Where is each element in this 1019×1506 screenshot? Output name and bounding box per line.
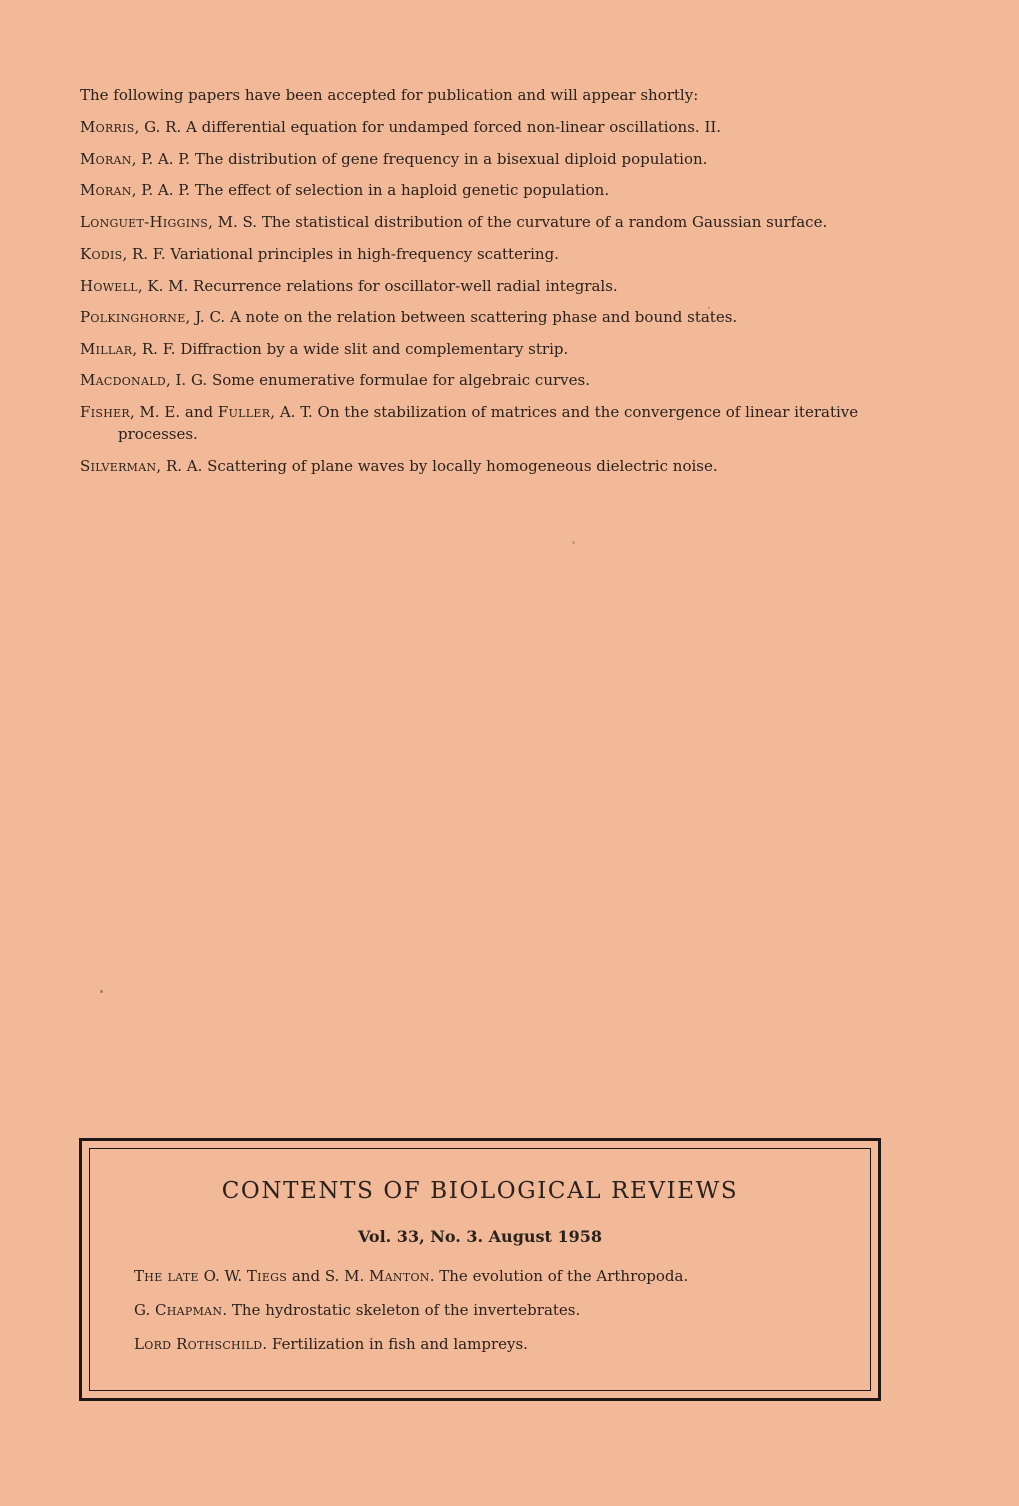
paper-author: Howell [80,276,138,295]
paper-title: Some enumerative formulae for algebraic curves. [207,371,590,389]
contents-initials-2: and S. M. [287,1267,369,1285]
intro-text: The following papers have been accepted for publication and will appear shortly: [80,86,699,104]
list-item [134,1333,854,1355]
paper-initials: , M. S. [208,212,258,231]
contents-title: . The evolution of the Arthropoda. [429,1267,689,1285]
list-item [80,211,910,233]
paper-author-2: Fuller [217,402,271,421]
paper-author: Moran [80,149,132,168]
paper-title: The effect of selection in a haploid genetic population. [190,181,610,199]
list-item [80,455,910,477]
paper-title: A note on the relation between scattering phase and bound states. [225,308,738,326]
paper-title: The statistical distribution of the curvature of a random Gaussian surface. [257,212,828,231]
list-item [80,243,910,265]
paper-author: Fisher [80,402,130,421]
list-item [80,306,910,328]
paper-author: Millar [80,339,133,358]
paper-title: Diffraction by a wide slit and complementary strip. [175,339,569,358]
contents-box-title: CONTENTS OF BIOLOGICAL REVIEWS [221,1178,739,1204]
contents-author: Tiegs [246,1267,288,1285]
paper-initials: , R. F. [122,245,166,263]
paper-initials: , R. F. [132,339,176,358]
contents-title: . Fertilization in fish and lampreys. [262,1335,528,1353]
paper-initials: , I. G. [165,371,208,389]
list-item [80,148,910,170]
contents-prefix: Lord [134,1335,172,1353]
list-item [80,401,910,445]
paper-title: Recurrence relations for oscillator-well radial integrals. [188,276,618,295]
list-item [80,338,910,360]
list-item [134,1265,854,1287]
paper-initials: , R. A. [156,457,203,475]
paper-initials: , J. C. [185,308,226,326]
paper-initials: , K. M. [137,276,189,295]
contents-list [134,1265,854,1367]
paper-author: Morris [80,118,135,136]
contents-author-2: Manton [369,1267,430,1285]
contents-box-subtitle: Vol. 33, No. 3. August 1958 [357,1227,603,1246]
paper-author: Polkinghorne [80,308,186,326]
list-item [80,369,910,391]
paper-title: On the stabilization of matrices and the convergence of linear iterative processes. [118,402,859,443]
accepted-papers-list [80,116,910,487]
paper-author: Silverman [80,457,157,475]
paper-speck [572,541,575,544]
list-item [80,275,910,297]
paper-title: A differential equation for undamped forced non-linear oscillations. II. [181,118,722,136]
paper-speck [708,307,710,309]
contents-initials: G. [134,1301,155,1319]
paper-title: The distribution of gene frequency in a bisexual diploid population. [190,149,708,168]
paper-initials: , P. A. P. [131,181,191,199]
paper-author: Longuet-Higgins [80,212,209,231]
paper-title: Scattering of plane waves by locally homogeneous dielectric noise. [202,457,718,475]
contents-title: . The hydrostatic skeleton of the invertebrates. [222,1301,581,1319]
list-item [80,179,910,201]
paper-title: Variational principles in high-frequency scattering. [165,245,559,263]
paper-author: Macdonald [80,371,166,389]
list-item [80,116,910,138]
paper-author: Moran [80,181,132,199]
paper-initials: , P. A. P. [131,149,191,168]
contents-prefix: The late [134,1267,199,1285]
list-item [134,1299,854,1321]
contents-box [79,1138,881,1401]
paper-initials-2: , A. T. [270,402,313,421]
contents-author: Rothschild [176,1335,263,1353]
contents-initials: O. W. [198,1267,247,1285]
paper-initials: , G. R. [134,118,182,136]
contents-author: Chapman [154,1301,223,1319]
paper-author: Kodis [80,245,123,263]
paper-initials: , M. E. and [130,402,218,421]
paper-speck [100,990,103,993]
